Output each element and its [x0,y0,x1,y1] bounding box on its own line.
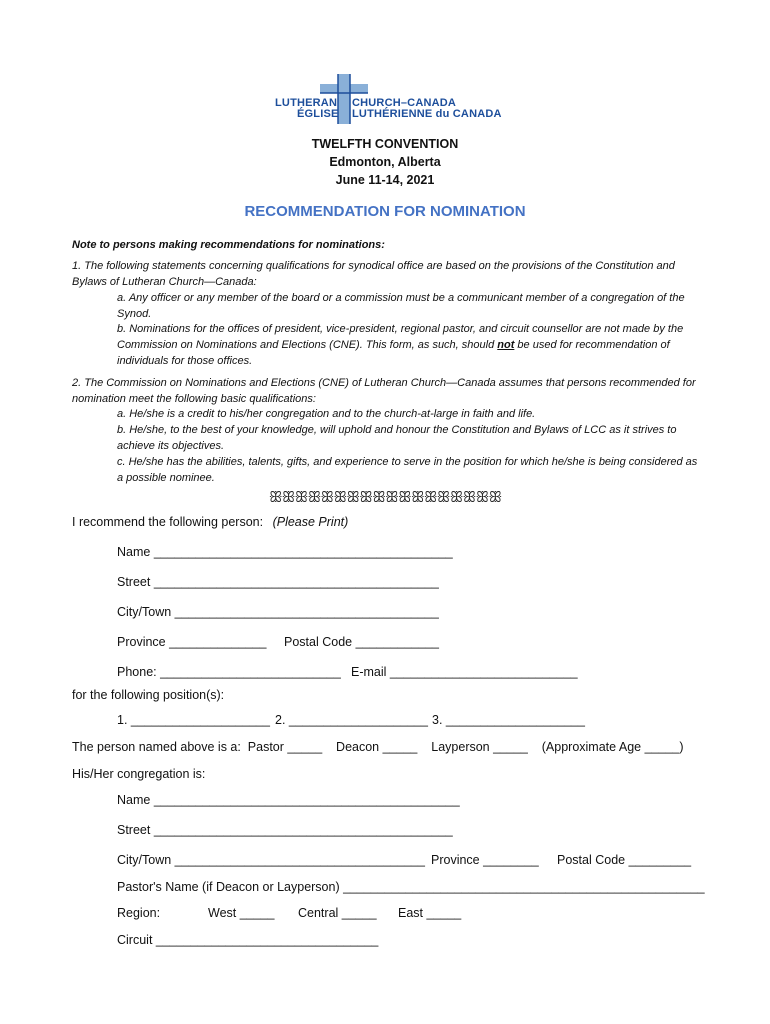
person-type-field[interactable]: The person named above is a: Pastor _____ Deacon _____ Layperson _____ (Approximate Age _____) [72,740,684,754]
note-para-2b: b. He/she, to the best of your knowledge, will uphold and honour the Constitution and Bylaws of LCC as it strives to achieve its objectives. [117,424,677,452]
nominee-province-field[interactable]: Province ______________ [117,635,267,649]
recommend-intro [72,515,348,529]
page-title: RECOMMENDATION FOR NOMINATION [244,203,526,220]
region-east-field[interactable]: East _____ [398,906,462,920]
note-heading: Note to persons making recommendations for nominations: [72,239,385,251]
convention-title: TWELFTH CONVENTION [311,137,459,151]
nominee-city-field[interactable]: City/Town ______________________________________ [117,605,439,619]
note-para-1b-text: b. Nominations for the offices of president, vice-president, regional pastor, and circuit counsellor are not made by the Commission on Nominations and Elections (CNE). This form, as such, should [117,323,684,351]
note-para-1b-end: be used for recommendation of individuals for those offices. [117,339,670,367]
church-logo [275,70,500,125]
pastor-name-field[interactable]: Pastor's Name (if Deacon or Layperson) ____________________________________________________ [117,880,705,894]
nominee-street-field[interactable]: Street _________________________________________ [117,575,439,589]
congregation-postal-field[interactable]: Postal Code _________ [557,853,692,867]
recommend-intro-label: I recommend the following person: [72,515,264,529]
convention-date: June 11-14, 2021 [335,173,435,187]
region-label: Region: [117,906,161,920]
note-para-1: 1. The following statements concerning qualifications for synodical office are based on the provisions of the Constitution and Bylaws of Lutheran Church—Canada: [72,260,675,288]
note-para-2c: c. He/she has the abilities, talents, gifts, and experience to serve in the position for which he/she is being considered as a possible nominee. [117,456,698,484]
region-central-field[interactable]: Central _____ [298,906,377,920]
recommend-intro-note: (Please Print) [272,515,349,529]
logo-line2-left: ÉGLISE [297,108,339,120]
positions-label: for the following position(s): [72,688,225,702]
nominee-name-field[interactable]: Name ___________________________________________ [117,545,453,559]
nominee-postal-field[interactable]: Postal Code ____________ [284,635,439,649]
logo-line1-left: LUTHERAN [275,97,338,109]
position-2-field[interactable]: 2. ____________________ [275,713,428,727]
note-para-2a: a. He/she is a credit to his/her congregation and to the church-at-large in faith and life. [117,408,536,420]
logo-line1-right: CHURCH–CANADA [352,97,457,109]
note-para-2: 2. The Commission on Nominations and Elections (CNE) of Lutheran Church—Canada assumes that persons recommended for nomination meet the following basic qualifications: [72,377,696,405]
circuit-field[interactable]: Circuit ________________________________ [117,933,379,947]
ornament-divider: ꕥꕥꕥꕥꕥꕥꕥꕥꕥꕥꕥꕥꕥꕥꕥꕥꕥꕥ [268,489,502,506]
logo-line2-right: LUTHÉRIENNE du CANADA [352,108,502,120]
nominee-phone-field[interactable]: Phone: __________________________ [117,665,341,679]
congregation-name-field[interactable]: Name ____________________________________________ [117,793,460,807]
congregation-city-field[interactable]: City/Town ____________________________________ [117,853,425,867]
nominee-email-field[interactable]: E-mail ___________________________ [351,665,578,679]
position-3-field[interactable]: 3. ____________________ [432,713,585,727]
congregation-label: His/Her congregation is: [72,767,206,781]
congregation-province-field[interactable]: Province ________ [431,853,539,867]
note-para-1b-emphasis: not [497,339,515,351]
position-1-field[interactable]: 1. ____________________ [117,713,270,727]
region-west-field[interactable]: West _____ [208,906,275,920]
note-para-1b [117,321,700,369]
note-para-1a: a. Any officer or any member of the board or a commission must be a communicant member of a congregation of the Synod. [117,292,685,320]
convention-location: Edmonton, Alberta [329,155,441,169]
congregation-street-field[interactable]: Street ___________________________________________ [117,823,453,837]
